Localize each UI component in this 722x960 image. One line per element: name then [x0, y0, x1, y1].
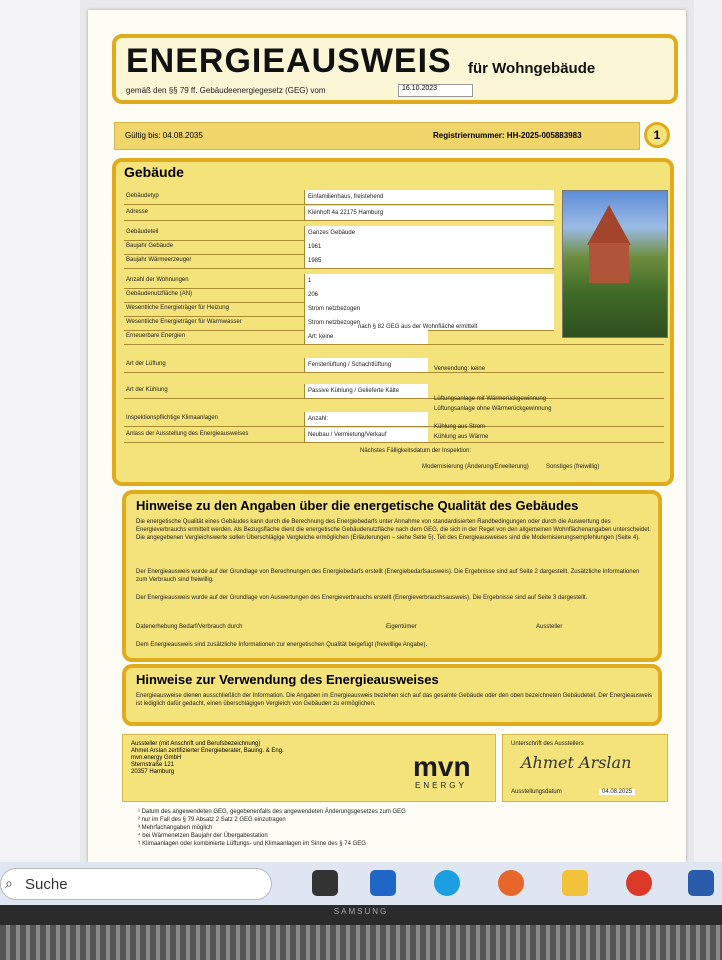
- inspektion-next: Nächstes Fälligkeitsdatum der Inspektion:: [360, 448, 472, 454]
- row-label: Art der Kühlung: [126, 387, 168, 393]
- page-number-badge: 1: [644, 122, 670, 148]
- document-page[interactable]: [88, 10, 686, 862]
- row-label: Wesentliche Energieträger für Warmwasser: [126, 319, 242, 325]
- row-value: Strom netzbezogen: [304, 302, 554, 316]
- nutz-note: nach § 82 GEG aus der Wohnfläche ermittelt: [358, 324, 478, 330]
- row-value: Neubau / Vermietung/Verkauf: [304, 428, 428, 442]
- gebaeude-row: [124, 412, 664, 427]
- law-date: 16.10.2023: [398, 84, 473, 97]
- search-icon: ⌕: [5, 875, 13, 891]
- signature: Ahmet Arslan: [521, 753, 632, 772]
- row-value: Anzahl:: [304, 412, 428, 426]
- document-subtitle: für Wohngebäude: [468, 60, 596, 77]
- outlook-icon[interactable]: [370, 870, 396, 896]
- row-value: Strom netzbezogen: [304, 316, 554, 330]
- gebaeude-row: [124, 190, 554, 205]
- hinweise-section: [122, 490, 662, 662]
- row-label: Art der Lüftung: [126, 361, 166, 367]
- eigentuemer-option[interactable]: Eigentümer: [386, 624, 417, 630]
- aussteller-box: [122, 734, 496, 802]
- building-photo: [562, 190, 668, 338]
- row-label: Inspektionspflichtige Klimaanlagen: [126, 415, 219, 421]
- background-grill: [0, 925, 722, 960]
- datenerhebung-label: Datenerhebung Bedarf/Verbrauch durch: [136, 624, 243, 630]
- row-value: Einfamilienhaus, freistehend: [304, 190, 554, 204]
- row-label: Anlass der Ausstellung des Energieausweises: [126, 431, 249, 437]
- row-label: Wesentliche Energieträger für Heizung: [126, 305, 229, 311]
- validity-bar: [114, 122, 640, 150]
- row-value: Ganzes Gebäude: [304, 226, 554, 240]
- gebaeude-row: [124, 206, 554, 221]
- kuehl-opt-1[interactable]: Kühlung aus Strom: [434, 424, 486, 430]
- row-label: Adresse: [126, 209, 149, 215]
- row-label: Erneuerbare Energien: [126, 333, 186, 339]
- verwendung-label: Verwendung: keine: [434, 366, 486, 372]
- gebaeude-row: [124, 226, 554, 241]
- desktop-left-margin: [0, 0, 80, 862]
- gebaeude-row: [124, 274, 554, 289]
- verwendung-text: Energieausweise dienen ausschließlich der Information. Die Angaben im Energieausweis beziehen sich auf das gesamte Gebäude oder den oben bezeichneten Gebäudeteil. Der Energieausweis ist lediglich dafür gedacht, einen überschlägigen Vergleich von Gebäuden zu ermöglichen.: [136, 693, 652, 707]
- gebaeude-row: [124, 316, 554, 331]
- row-value: Fensterlüftung / Schachtlüftung: [304, 358, 428, 372]
- gebaeude-row: [124, 358, 664, 373]
- taskbar-search[interactable]: [0, 868, 272, 900]
- row-value: 206: [304, 288, 554, 302]
- gebaeude-row: [124, 288, 554, 303]
- aussteller-option[interactable]: Aussteller: [536, 624, 563, 630]
- hinweise-title: Hinweise zu den Angaben über die energetische Qualität des Gebäudes: [136, 498, 579, 513]
- anlass-opt-1[interactable]: Modernisierung (Änderung/Erweiterung): [422, 464, 529, 470]
- row-value: Art: keine: [304, 330, 428, 344]
- hinweise-opt-1[interactable]: Der Energieausweis wurde auf der Grundlage von Berechnungen des Energiebedarfs erstellt (Energiebedarfsausweis). Die Ergebnisse sind auf Seite 2 dargestellt. Zusätzliche Informationen zum Verbrauch sind freiwillig.: [136, 569, 640, 583]
- monitor-bezel: [0, 905, 722, 960]
- mvn-logo: mvn: [413, 751, 471, 782]
- document-title: ENERGIEAUSWEIS: [126, 42, 452, 80]
- issue-date-label: Ausstellungsdatum: [511, 789, 562, 795]
- anlass-opt-2[interactable]: Sonstiges (freiwillig): [546, 464, 600, 470]
- gebaeude-row: [124, 384, 664, 399]
- signature-heading: Unterschrift des Ausstellers: [511, 741, 584, 747]
- search-label: Suche: [25, 876, 68, 893]
- file-explorer-icon[interactable]: [562, 870, 588, 896]
- hinweise-opt-2[interactable]: Der Energieausweis wurde auf der Grundlage von Auswertungen des Energieverbrauchs erstellt (Energieverbrauchsausweis). Die Ergebnisse sind auf Seite 3 dargestellt.: [136, 595, 588, 601]
- verwendung-title: Hinweise zur Verwendung des Energieausweises: [136, 672, 439, 687]
- gebaeude-title: Gebäude: [124, 164, 184, 180]
- gebaeude-section: [112, 158, 674, 486]
- taskbar: [0, 862, 722, 905]
- signature-box: [502, 734, 668, 802]
- monitor-brand: SAMSUNG: [333, 907, 389, 916]
- aussteller-address: Aussteller (mit Anschrift und Berufsbezeichnung) Ahmet Arslan zertifizierter Energieberater, Bauing. & Eng. mvn.energy GmbH Sternstraße 121 20357 Hamburg: [131, 741, 284, 775]
- title-box: [112, 34, 678, 104]
- issue-date: 04.08.2025: [599, 789, 635, 795]
- gebaeude-row: [124, 302, 554, 317]
- hinweise-text: Die energetische Qualität eines Gebäudes kann durch die Berechnung des Energiebedarfs unter Annahme von standardisierten Randbedingungen oder durch die Auswertung des Energieverbrauchs ermittelt werden. Als Bezugsfläche dient die energetische Gebäudenutzfläche nach dem GEG, die sich in der Regel von den allgemeinen Wohnflächenangaben unterscheidet. Die angegebenen Vergleichswerte sollen Überschlägige Vergleiche ermöglichen (Erläuterungen – siehe Seite 5). Teil des Energieausweises sind die Modernisierungsempfehlungen (Seite 4).: [136, 519, 651, 541]
- footnotes: ¹ Datum des angewendeten GEG, gegebenenfalls des angewendeten Änderungsgesetzes zum GEG ² nur im Fall des § 79 Absatz 2 Satz 2 GEG einzutragen ³ Mehrfachangaben möglich ⁴ bei Wärmenetzen Baujahr der Übergabestation ⁵ Klimaanlagen oder kombinierte Lüftungs- und Klimaanlagen im Sinne des § 74 GEG: [138, 809, 406, 847]
- gebaeude-row: [124, 428, 664, 443]
- registry-number: Registriernummer: HH-2025-005883983: [433, 131, 582, 140]
- desktop-right-margin: [694, 0, 722, 862]
- house-wall-icon: [589, 243, 629, 283]
- verwendung-section: [122, 664, 662, 726]
- kuehl-opt-2[interactable]: Kühlung aus Wärme: [434, 434, 489, 440]
- gebaeude-row: [124, 254, 554, 269]
- row-label: Gebäudetyp: [126, 193, 159, 199]
- word-icon[interactable]: [688, 870, 714, 896]
- gebaeude-row: [124, 240, 554, 255]
- row-label: Baujahr Wärmeerzeuger: [126, 257, 192, 263]
- row-value: Kienhoft 4a 22175 Hamburg: [304, 206, 554, 220]
- row-label: Gebäudeteil: [126, 229, 159, 235]
- row-value: 1961: [304, 240, 554, 254]
- edge-icon[interactable]: [434, 870, 460, 896]
- lueft-opt-1[interactable]: Lüftungsanlage mit Wärmerückgewinnung: [434, 396, 547, 402]
- row-value: 1985: [304, 254, 554, 268]
- mvn-logo-sub: ENERGY: [415, 781, 467, 790]
- lueft-opt-2[interactable]: Lüftungsanlage ohne Wärmerückgewinnung: [434, 406, 552, 412]
- row-label: Baujahr Gebäude: [126, 243, 174, 249]
- firefox-icon[interactable]: [498, 870, 524, 896]
- row-value: Passive Kühlung / Gelieferte Kälte: [304, 384, 428, 398]
- valid-until: Gültig bis: 04.08.2035: [125, 131, 203, 140]
- law-text: gemäß den §§ 79 ff. Gebäudeenergiegesetz (GEG) vom: [126, 86, 326, 95]
- zusatz-info-option[interactable]: Dem Energieausweis sind zusätzliche Informationen zur energetischen Qualität beigefügt (freiwillige Angabe).: [136, 642, 428, 648]
- chrome-icon[interactable]: [626, 870, 652, 896]
- house-roof-icon: [587, 205, 631, 245]
- row-value: 1: [304, 274, 554, 288]
- row-label: Gebäudenutzfläche (AN): [126, 291, 193, 297]
- row-label: Anzahl der Wohnungen: [126, 277, 189, 283]
- task-view-icon[interactable]: [312, 870, 338, 896]
